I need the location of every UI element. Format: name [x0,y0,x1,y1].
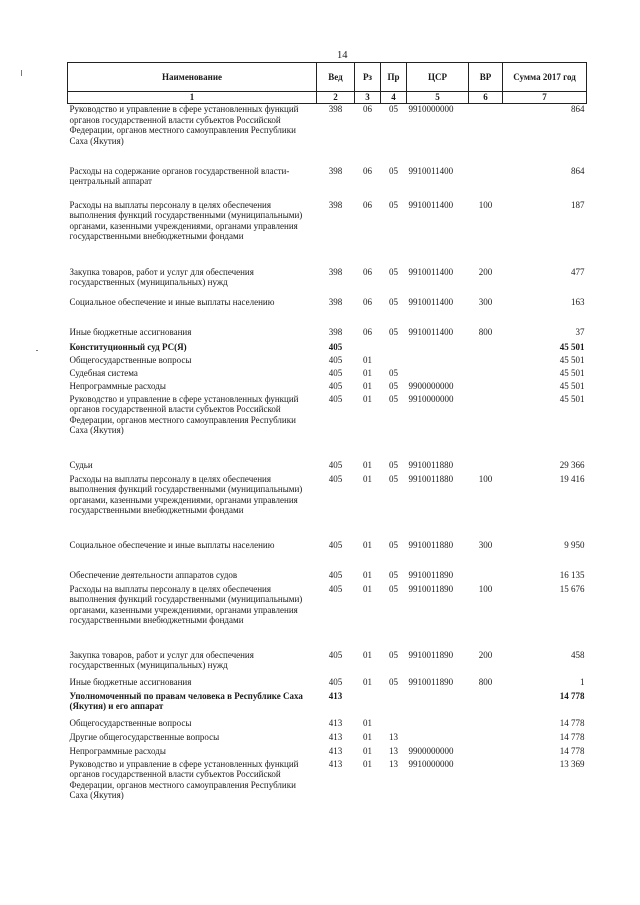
row-csr: 9910011880 [408,539,454,550]
col-header-name: Наименование [68,63,317,92]
column-number: 4 [381,92,407,104]
row-ved: 405 [328,539,343,550]
row-pr: 05 [389,459,398,470]
row-rz: 01 [363,649,372,660]
row-rz: 01 [363,380,372,391]
row-csr [407,342,469,355]
row-ved: 405 [328,393,343,404]
row-name: Непрограммные расходы [69,745,166,756]
header-row [68,63,587,92]
row-vr: 300 [478,296,493,307]
row-sum: 19 416 [559,473,585,484]
row-pr: 05 [389,539,398,550]
row-vr: 100 [478,199,493,210]
row-vr [469,394,503,460]
table-row [68,327,587,342]
table-row [68,677,587,691]
row-vr [469,381,503,394]
table-row [68,342,587,355]
column-number: 5 [407,92,469,104]
row-ved: 405 [328,676,343,687]
column-number: 7 [503,92,587,104]
row-csr: 9910011400 [408,326,454,337]
col-header-rz: Рз [355,63,381,92]
row-sum: 15 676 [559,583,585,594]
row-name: Расходы на выплаты персоналу в целях обеспечения выполнения функций государственными (муниципальными) органами, казенными учреждениями, органами управления государственными внебюджетными фондами [69,473,303,515]
row-sum: 187 [571,199,585,210]
row-vr [469,342,503,355]
row-rz [355,342,381,355]
row-sum: 29 366 [559,459,585,470]
table-body [68,104,587,815]
row-csr: 9910011880 [408,473,454,484]
row-name: Общегосударственные вопросы [69,717,192,728]
table-row [68,267,587,297]
row-vr [469,355,503,368]
row-rz: 01 [363,354,372,365]
table-row [68,355,587,368]
row-vr [469,166,503,200]
row-pr: 13 [389,745,398,756]
row-name: Руководство и управление в сфере установленных функций органов государственной власти субъектов Российской Федерации, органов местного самоуправления Республики Саха (Якутия) [69,104,299,146]
table-row [68,474,587,540]
row-rz: 01 [363,569,372,580]
row-pr: 05 [389,266,398,277]
row-ved: 413 [328,745,343,756]
row-pr: 05 [389,393,398,404]
row-sum: 45 501 [559,380,585,391]
row-rz: 06 [363,296,372,307]
row-sum: 14 778 [559,717,585,728]
row-name: Руководство и управление в сфере установленных функций органов государственной власти субъектов Российской Федерации, органов местного самоуправления Республики Саха (Якутия) [69,758,299,800]
row-vr [469,732,503,746]
row-csr [407,368,469,381]
row-sum: 14 778 [559,731,585,742]
row-csr: 9910000000 [408,393,454,404]
row-ved: 413 [328,690,343,701]
row-pr: 05 [389,473,398,484]
row-csr [407,691,469,718]
row-pr: 05 [389,569,398,580]
col-header-vr: ВР [469,63,503,92]
row-vr [469,104,503,166]
row-vr: 100 [478,583,493,594]
row-name: Социальное обеспечение и иные выплаты населению [69,296,275,307]
row-csr: 9910011890 [408,583,454,594]
row-ved: 413 [328,731,343,742]
row-rz [355,691,381,718]
column-number-row [68,92,587,104]
row-ved: 405 [328,649,343,660]
page-number: 14 [337,50,348,61]
row-vr: 200 [478,266,493,277]
row-ved: 398 [328,296,343,307]
row-name: Общегосударственные вопросы [69,354,192,365]
col-header-pr: Пр [381,63,407,92]
row-name: Расходы на выплаты персоналу в целях обеспечения выполнения функций государственными (муниципальными) органами, казенными учреждениями, органами управления государственными внебюджетными фондами [69,583,303,625]
row-ved: 398 [328,266,343,277]
row-pr: 05 [389,165,398,176]
row-pr: 05 [389,649,398,660]
column-number: 6 [469,92,503,104]
row-pr [381,342,407,355]
row-name: Уполномоченный по правам человека в Республике Саха (Якутия) и его аппарат [69,690,303,711]
row-pr [381,355,407,368]
row-ved: 413 [328,758,343,769]
row-sum: 45 501 [559,354,585,365]
row-pr: 05 [389,296,398,307]
row-ved: 405 [328,459,343,470]
row-vr [469,460,503,474]
row-sum: 16 135 [559,569,585,580]
row-vr [469,718,503,732]
row-rz: 06 [363,165,372,176]
table-row [68,759,587,815]
row-name: Судебная система [69,367,138,378]
row-ved: 405 [328,354,343,365]
row-vr [469,368,503,381]
row-sum: 37 [575,326,585,337]
row-sum: 477 [571,266,585,277]
col-header-sum: Сумма 2017 год [503,63,587,92]
row-rz: 06 [363,199,372,210]
row-sum: 864 [571,165,585,176]
row-pr: 05 [389,583,398,594]
row-csr: 9910000000 [408,758,454,769]
table-row [68,394,587,460]
row-csr: 9910000000 [408,104,454,114]
row-name: Обеспечение деятельности аппаратов судов [69,569,238,580]
row-name: Расходы на содержание органов государственной власти- центральный аппарат [69,165,290,186]
row-vr: 800 [478,676,493,687]
row-rz: 06 [363,104,372,114]
row-ved: 405 [328,473,343,484]
row-name: Руководство и управление в сфере установленных функций органов государственной власти субъектов Российской Федерации, органов местного самоуправления Республики Саха (Якутия) [69,393,299,435]
row-sum: 45 501 [559,393,585,404]
row-pr: 13 [389,758,398,769]
row-pr: 05 [389,326,398,337]
row-csr: 9900000000 [408,380,454,391]
row-csr [407,355,469,368]
row-name: Судьи [69,459,93,470]
row-csr: 9910011890 [408,649,454,660]
row-name: Конституционный суд РС(Я) [69,341,187,352]
table-row [68,650,587,677]
table-row [68,584,587,650]
row-sum: 14 778 [559,745,585,756]
row-name: Иные бюджетные ассигнования [69,326,192,337]
row-ved: 398 [328,104,343,114]
row-ved: 398 [328,165,343,176]
row-vr [469,691,503,718]
margin-mark [21,70,22,76]
row-csr: 9910011400 [408,199,454,210]
row-csr: 9910011400 [408,296,454,307]
row-pr [381,691,407,718]
col-header-csr: ЦСР [407,63,469,92]
row-vr [469,746,503,759]
row-ved: 413 [328,717,343,728]
row-rz: 06 [363,326,372,337]
margin-mark [36,350,38,351]
table-row [68,381,587,394]
row-vr [469,570,503,584]
row-sum: 163 [571,296,585,307]
table-row [68,368,587,381]
row-csr: 9910011890 [408,676,454,687]
row-rz: 01 [363,473,372,484]
table-row [68,732,587,746]
table-row [68,570,587,584]
column-number: 3 [355,92,381,104]
row-rz: 01 [363,758,372,769]
row-pr [381,718,407,732]
table-row [68,691,587,718]
table-row [68,460,587,474]
row-name: Закупка товаров, работ и услуг для обеспечения государственных (муниципальных) нужд [69,266,254,287]
table-row [68,718,587,732]
row-csr [407,718,469,732]
row-csr: 9900000000 [408,745,454,756]
row-pr: 05 [389,104,398,114]
row-ved: 405 [328,569,343,580]
row-sum: 1 [580,676,585,687]
row-rz: 01 [363,717,372,728]
row-ved: 405 [328,341,343,352]
row-name: Другие общегосударственные вопросы [69,731,220,742]
table-row [68,297,587,327]
col-header-ved: Вед [317,63,355,92]
row-csr [407,732,469,746]
row-rz: 01 [363,539,372,550]
row-rz: 01 [363,393,372,404]
row-pr: 05 [389,199,398,210]
row-sum: 14 778 [559,690,585,701]
row-sum: 9 950 [564,539,585,550]
row-rz: 06 [363,266,372,277]
row-ved: 398 [328,326,343,337]
row-sum: 45 501 [559,367,585,378]
row-sum: 13 369 [559,758,585,769]
table-row [68,104,587,166]
table-row [68,540,587,570]
column-number: 1 [68,92,317,104]
row-rz: 01 [363,459,372,470]
row-sum: 458 [571,649,585,660]
row-vr: 800 [478,326,493,337]
row-name: Непрограммные расходы [69,380,166,391]
table-row [68,200,587,267]
row-name: Закупка товаров, работ и услуг для обеспечения государственных (муниципальных) нужд [69,649,254,670]
table-row [68,746,587,759]
row-vr: 300 [478,539,493,550]
row-csr: 9910011880 [408,459,454,470]
row-rz: 01 [363,745,372,756]
row-pr: 05 [389,367,398,378]
budget-table [67,62,587,815]
row-ved: 405 [328,380,343,391]
row-sum: 864 [571,104,585,114]
row-csr: 9910011400 [408,266,454,277]
row-rz: 01 [363,676,372,687]
row-vr: 100 [478,473,493,484]
row-name: Расходы на выплаты персоналу в целях обеспечения выполнения функций государственными (муниципальными) органами, казенными учреждениями, органами управления государственными внебюджетными фондами [69,199,303,241]
row-name: Социальное обеспечение и иные выплаты населению [69,539,275,550]
table-row [68,166,587,200]
row-ved: 405 [328,367,343,378]
row-pr: 13 [389,731,398,742]
row-csr: 9910011890 [408,569,454,580]
row-rz: 01 [363,731,372,742]
row-pr: 05 [389,380,398,391]
row-ved: 405 [328,583,343,594]
row-name: Иные бюджетные ассигнования [69,676,192,687]
row-pr: 05 [389,676,398,687]
row-rz: 01 [363,367,372,378]
row-vr [469,759,503,815]
row-rz: 01 [363,583,372,594]
row-csr: 9910011400 [408,165,454,176]
row-ved: 398 [328,199,343,210]
column-number: 2 [317,92,355,104]
row-sum: 45 501 [559,341,585,352]
row-vr: 200 [478,649,493,660]
